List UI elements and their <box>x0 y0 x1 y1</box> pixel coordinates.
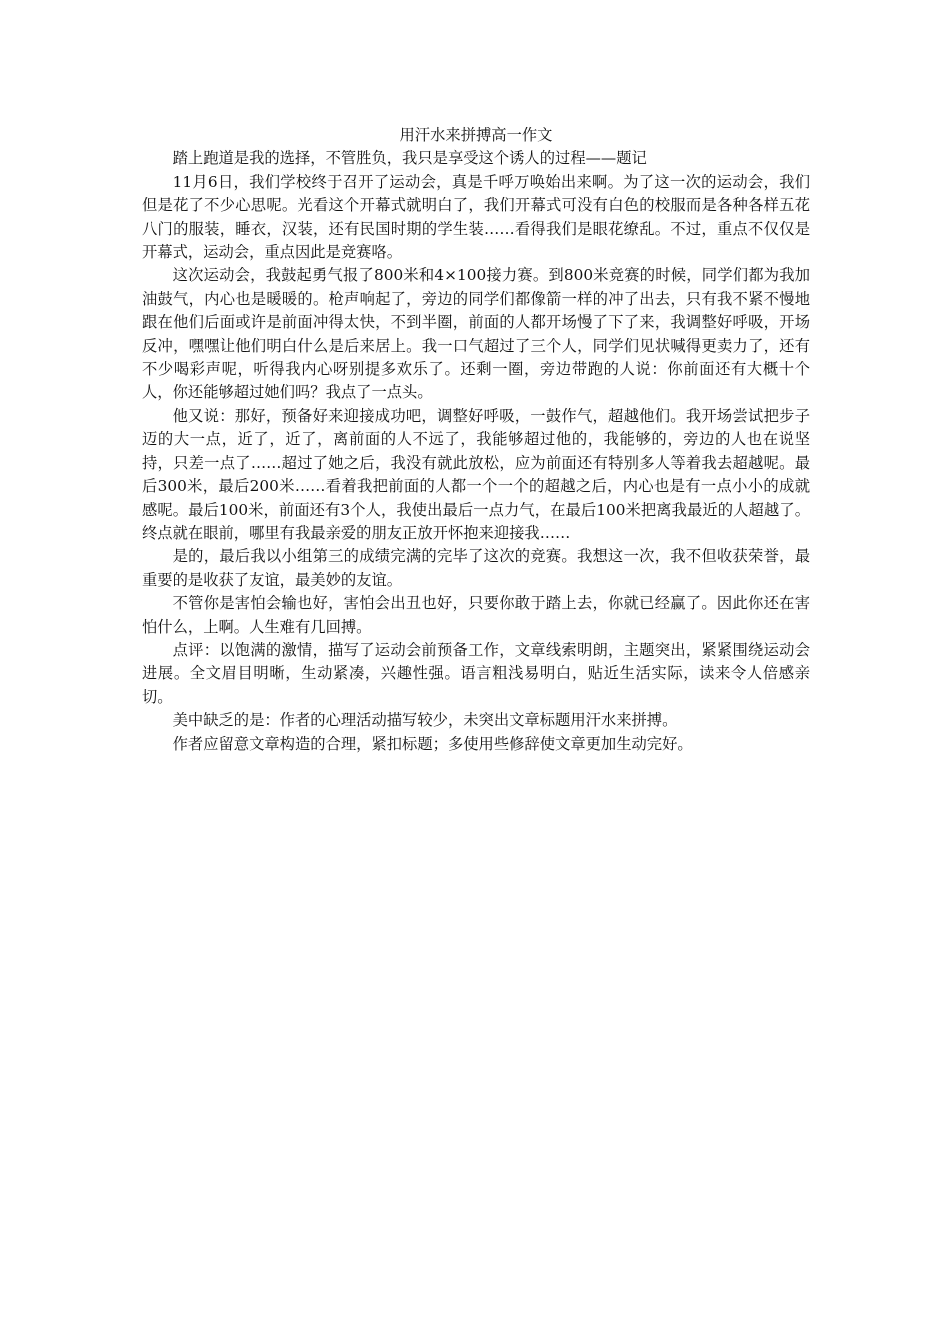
body-paragraph: 是的，最后我以小组第三的成绩完满的完毕了这次的竞赛。我想这一次，我不但收获荣誉，最重要的是收获了友谊，最美妙的友谊。 <box>142 547 810 589</box>
review-paragraph: 美中缺乏的是：作者的心理活动描写较少，未突出文章标题用汗水来拼搏。 <box>172 711 678 730</box>
review-paragraph: 作者应留意文章构造的合理，紧扣标题；多使用些修辞使文章更加生动完好。 <box>172 734 693 753</box>
document-body <box>142 124 810 756</box>
document-title: 用汗水来拼搏高一作文 <box>399 126 553 144</box>
body-paragraph: 他又说：那好，预备好来迎接成功吧，调整好呼吸，一鼓作气，超越他们。我开场尝试把步子迈的大一点，近了，近了，离前面的人不远了，我能够超过他的，我能够的，旁边的人也在说坚持，只差一点了……超过了她之后，我没有就此放松，应为前面还有特别多人等着我去超越呢。最后300米，最后200米……看着我把前面的人都一个一个的超越之后，内心也是有一点小小的成就感呢。最后100米，前面还有3个人，我使出最后一点力气，在最后100米把离我最近的人超越了。终点就在眼前，哪里有我最亲爱的朋友正放开怀抱来迎接我…… <box>142 406 810 542</box>
review-paragraph: 点评：以饱满的激情，描写了运动会前预备工作，文章线索明朗，主题突出，紧紧围绕运动会进展。全文眉目明晰，生动紧凑，兴趣性强。语言粗浅易明白，贴近生活实际，读来令人倍感亲切。 <box>142 640 810 706</box>
body-paragraph: 不管你是害怕会输也好，害怕会出丑也好，只要你敢于踏上去，你就已经赢了。因此你还在害怕什么，上啊。人生难有几回搏。 <box>142 594 810 636</box>
body-paragraph: 11月6日，我们学校终于召开了运动会，真是千呼万唤始出来啊。为了这一次的运动会，我们但是花了不少心思呢。光看这个开幕式就明白了，我们开幕式可没有白色的校服而是各种各样五花八门的服装，睡衣，汉装，还有民国时期的学生装……看得我们是眼花缭乱。不过，重点不仅仅是开幕式，运动会，重点因此是竞赛咯。 <box>142 172 810 262</box>
body-paragraph: 这次运动会，我鼓起勇气报了800米和4×100接力赛。到800米竞赛的时候，同学们都为我加油鼓气，内心也是暖暖的。枪声响起了，旁边的同学们都像箭一样的冲了出去，只有我不紧不慢地跟在他们后面或许是前面冲得太快，不到半圈，前面的人都开场慢了下了来，我调整好呼吸，开场反冲，嘿嘿让他们明白什么是后来居上。我一口气超过了三个人，同学们见状喊得更卖力了，还有不少喝彩声呢，听得我内心呀别提多欢乐了。还剩一圈，旁边带跑的人说：你前面还有大概十个人，你还能够超过她们吗？我点了一点头。 <box>142 266 810 402</box>
epigraph-paragraph: 踏上跑道是我的选择，不管胜负，我只是享受这个诱人的过程——题记 <box>172 149 647 168</box>
